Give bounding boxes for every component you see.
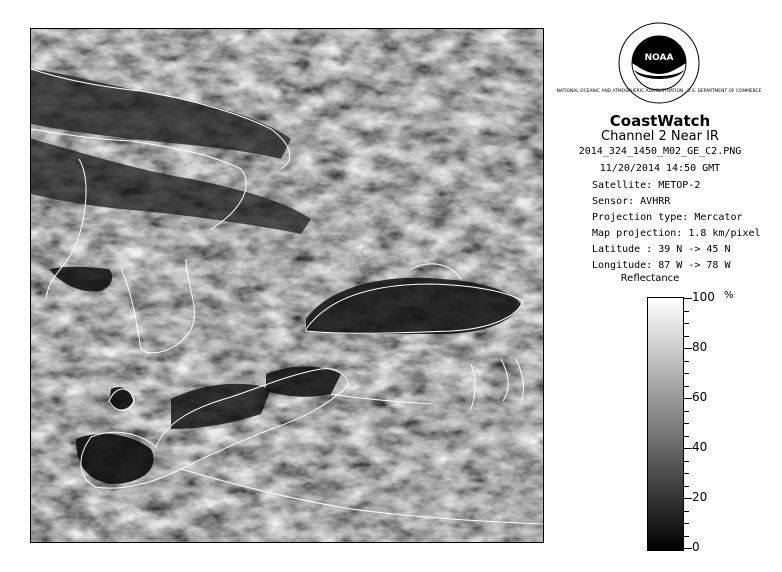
datetime-label: 11/20/2014 14:50 GMT bbox=[599, 163, 721, 174]
colorbar-title: Reflectance bbox=[620, 273, 680, 284]
filename-label: 2014_324_1450_M02_GE_C2.PNG bbox=[578, 146, 742, 157]
noaa-logo-text: NOAA bbox=[644, 53, 674, 63]
colorbar-tick bbox=[683, 548, 692, 549]
colorbar-tick-label: 80 bbox=[692, 340, 708, 354]
longitude-label: Longitude: 87 W -> 78 W bbox=[592, 260, 731, 271]
noaa-logo bbox=[556, 22, 762, 104]
colorbar-tick bbox=[683, 473, 689, 474]
colorbar-tick-label: 40 bbox=[692, 440, 708, 454]
satellite-image bbox=[30, 28, 544, 543]
colorbar-tick bbox=[683, 386, 689, 387]
reflectance-colorbar bbox=[647, 297, 684, 551]
lake-erie-eastern-basin bbox=[266, 367, 341, 397]
colorbar-tick bbox=[683, 361, 689, 362]
colorbar-tick bbox=[683, 436, 689, 437]
colorbar-tick bbox=[683, 311, 689, 312]
colorbar-tick bbox=[683, 461, 689, 462]
noaa-logo-ring-text: NATIONAL OCEANIC AND ATMOSPHERIC ADMINISTRATION · U.S. DEPARTMENT OF COMMERCE bbox=[556, 89, 762, 94]
colorbar-tick bbox=[683, 336, 689, 337]
colorbar-tick-label: 20 bbox=[692, 490, 708, 504]
colorbar-tick bbox=[683, 498, 692, 499]
colorbar-tick bbox=[683, 448, 692, 449]
projection-type-label: Projection type: Mercator bbox=[592, 212, 743, 223]
colorbar-unit: % bbox=[724, 290, 734, 301]
colorbar-tick bbox=[683, 486, 689, 487]
colorbar-tick bbox=[683, 373, 689, 374]
channel-title: Channel 2 Near IR bbox=[601, 129, 719, 144]
satellite-scene bbox=[31, 29, 543, 542]
colorbar-tick-label: 100 bbox=[692, 290, 715, 304]
satellite-label: Satellite: METOP-2 bbox=[592, 180, 701, 191]
colorbar-tick-label: 60 bbox=[692, 390, 708, 404]
product-title: CoastWatch bbox=[609, 112, 711, 130]
colorbar-tick bbox=[683, 523, 689, 524]
noaa-logo-icon bbox=[556, 22, 762, 104]
colorbar-tick bbox=[683, 411, 689, 412]
colorbar-tick bbox=[683, 398, 692, 399]
colorbar-tick bbox=[683, 423, 689, 424]
colorbar-tick bbox=[683, 511, 689, 512]
sensor-label: Sensor: AVHRR bbox=[592, 196, 671, 207]
latitude-label: Latitude : 39 N -> 45 N bbox=[592, 244, 731, 255]
colorbar-tick bbox=[683, 536, 689, 537]
map-projection-label: Map projection: 1.8 km/pixel bbox=[592, 228, 761, 239]
colorbar-tick bbox=[683, 298, 692, 299]
colorbar-tick-label: 0 bbox=[692, 540, 700, 554]
colorbar-tick bbox=[683, 348, 692, 349]
colorbar-tick bbox=[683, 323, 689, 324]
